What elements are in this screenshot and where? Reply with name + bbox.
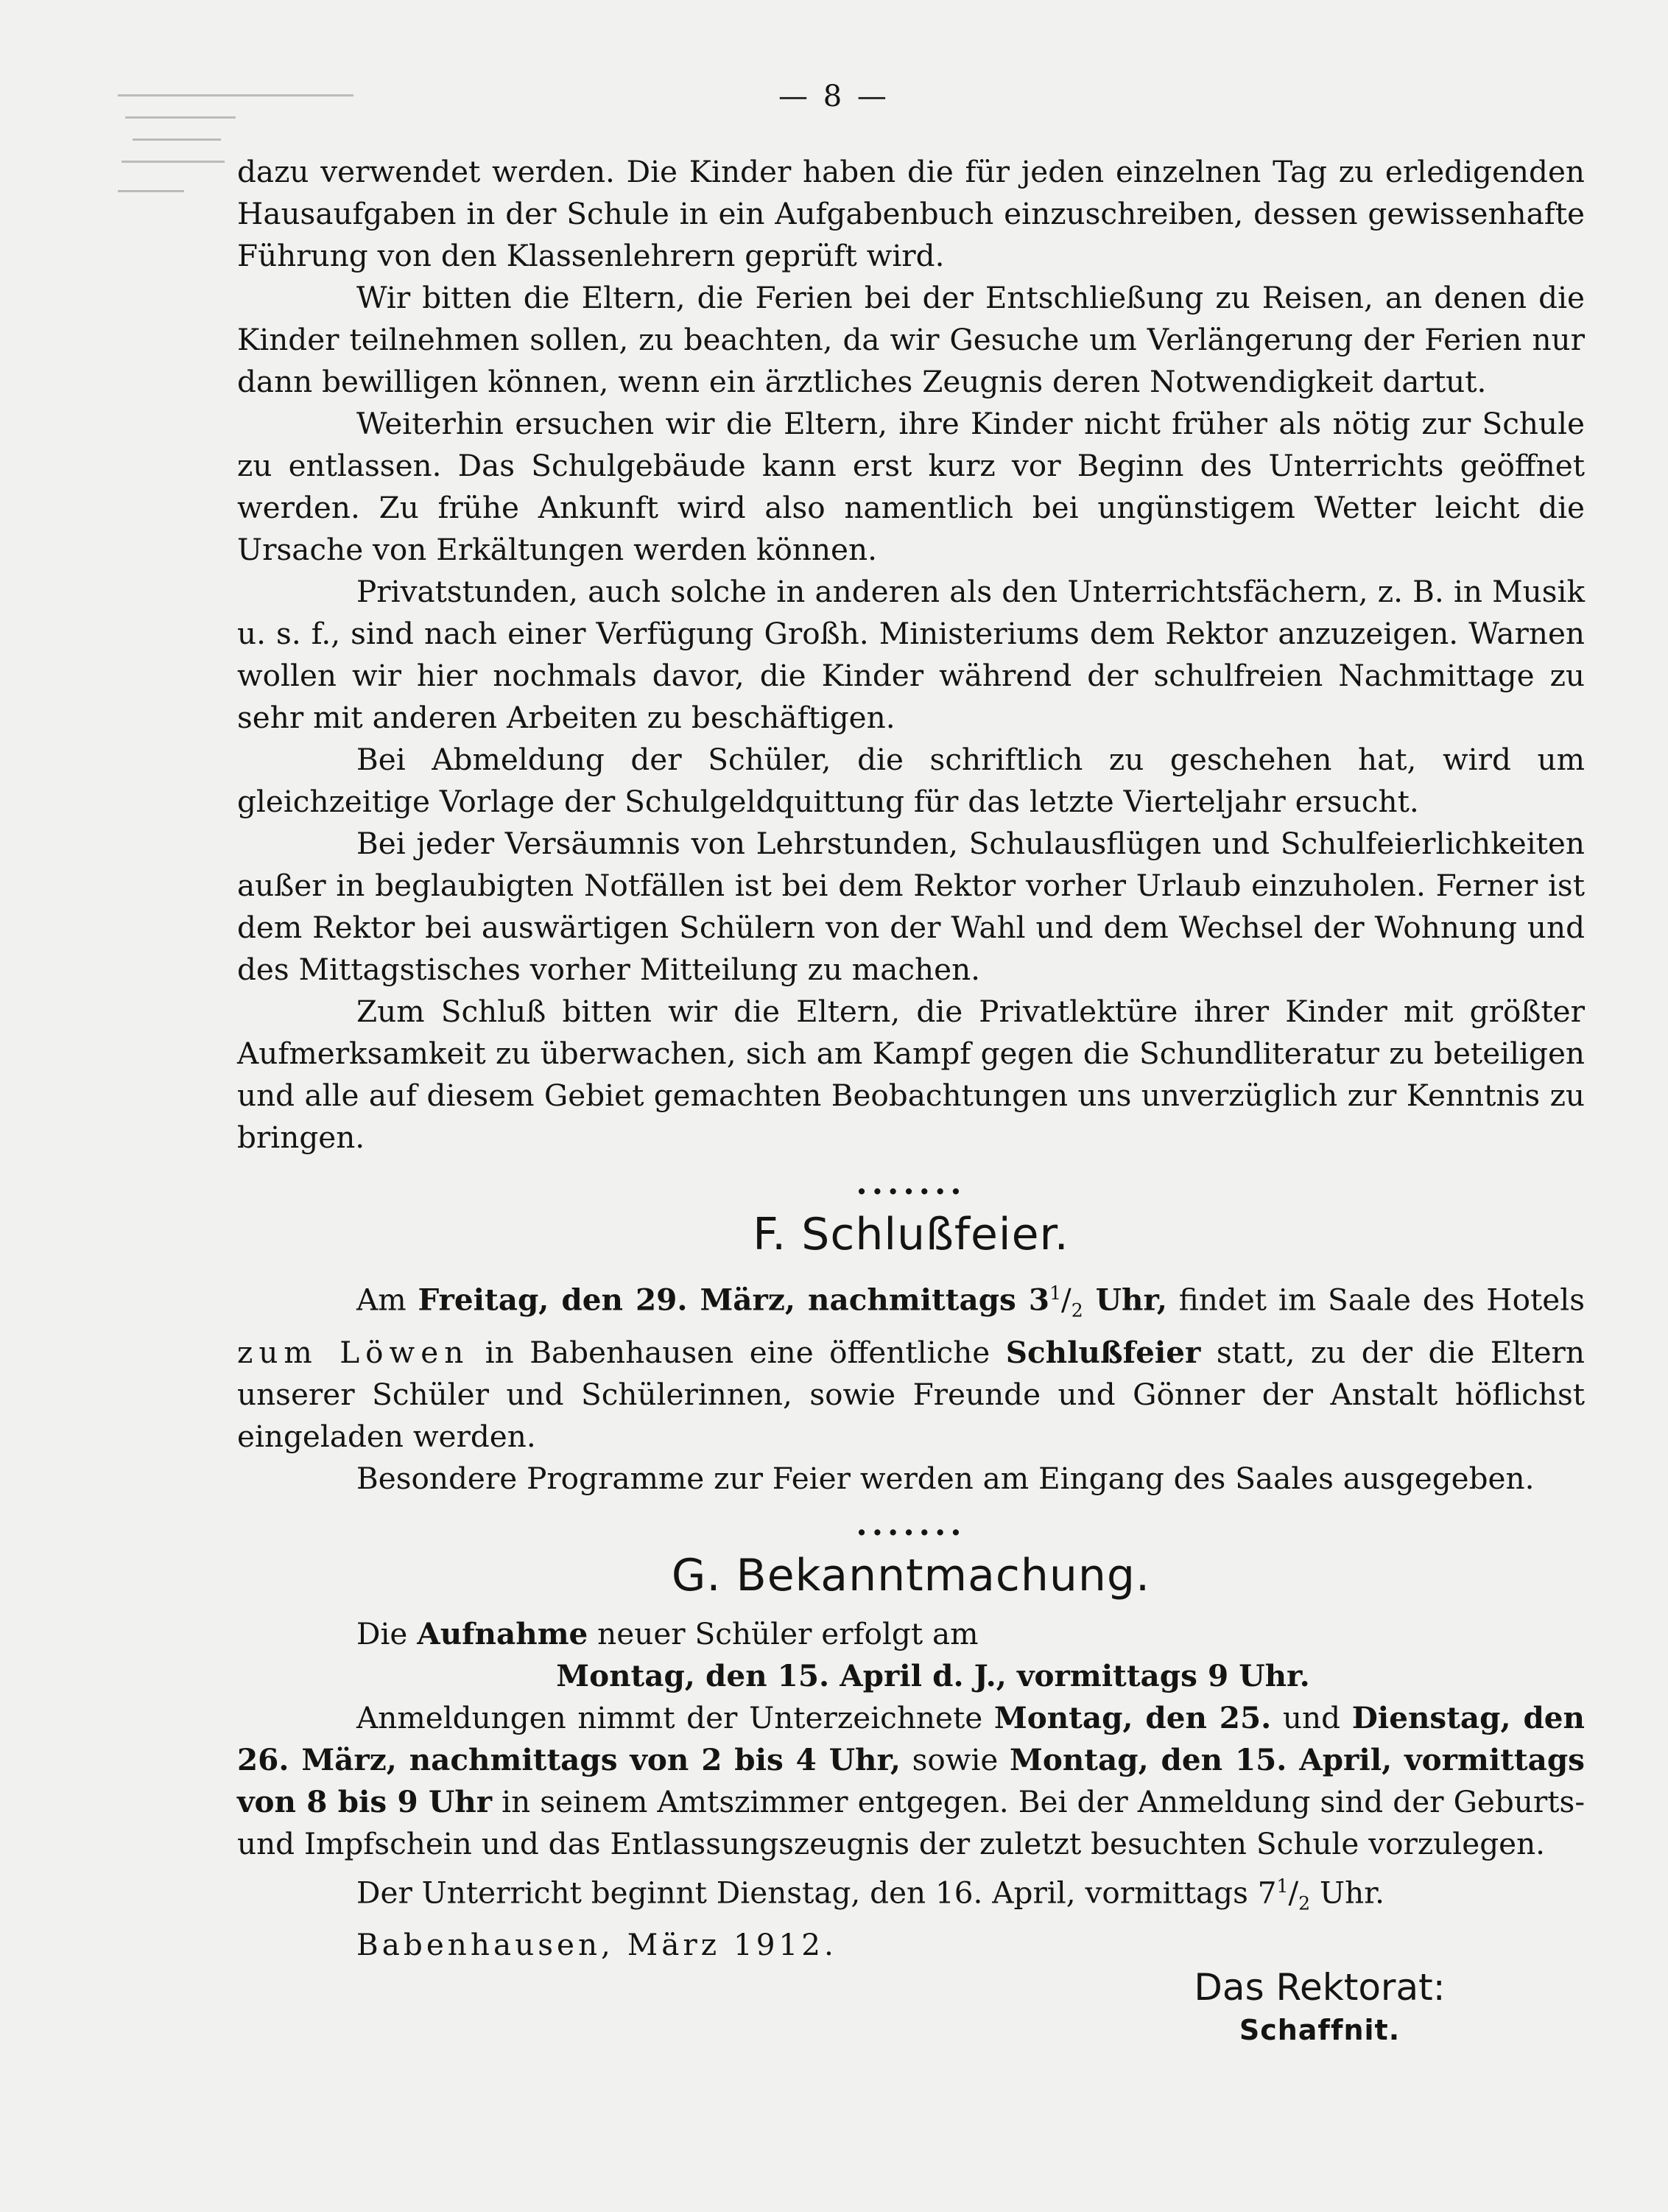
place-date: Babenhausen, März 1912. bbox=[356, 1927, 837, 1963]
aufnahme-date: Montag, den 15. April d. J., vormittags 9 Uhr. bbox=[556, 1657, 1310, 1693]
paragraph-absence: Bei jeder Versäumnis von Lehrstunden, Schulausflügen und Schulfeierlichkeiten außer in beglaubigten Notfällen ist bei dem Rektor vorher Urlaub einzuholen. Ferner ist dem Rektor bei auswärtigen Schülern von der Wahl und dem Wechsel der Wohnung und des Mittagstisches vorher Mitteilung zu machen. bbox=[237, 826, 1585, 987]
signature-name: Schaffnit. bbox=[1239, 2014, 1401, 2047]
paragraph-aufnahme: Die Aufnahme neuer Schüler erfolgt am bbox=[356, 1615, 979, 1651]
paragraph-anmeldungen: Anmeldungen nimmt der Unterzeichnete Montag, den 25. und Dienstag, den 26. März, nachmittags von 2 bis 4 Uhr, sowie Montag, den 15. April, vormittags von 8 bis 9 Uhr in seinem Amtszimmer entgegen. Bei der Anmeldung sind der Geburts- und Impfschein und das Entlassungszeugnis der zuletzt besuchten Schule vorzulegen. bbox=[237, 1699, 1585, 1861]
paragraph-schlussfeier: Am Freitag, den 29. März, nachmittags $3^1/_2$ Uhr, findet im Saale des Hotels zum Löwen in Babenhausen eine öffentliche Schlußfeier statt, zu der die Eltern unserer Schüler und Schülerinnen, sowie Freunde und Gönner der Anstalt höflichst eingeladen werden. bbox=[237, 1282, 1585, 1454]
signature-title: Das Rektorat: bbox=[1194, 1966, 1446, 2009]
paragraph-programs: Besondere Programme zur Feier werden am Eingang des Saales ausgegeben. bbox=[356, 1460, 1535, 1496]
section-separator-2: ....... bbox=[856, 1505, 966, 1543]
main-text bbox=[237, 151, 1585, 2047]
paragraph-homework: dazu verwendet werden. Die Kinder haben die für jeden einzelnen Tag zu erledigenden Hausaufgaben in der Schule in ein Aufgabenbuch einzuschreiben, dessen gewissenhafte Führung von den Klassenlehrern geprüft wird. bbox=[237, 154, 1585, 273]
signature-area bbox=[237, 1924, 1585, 2047]
paragraph-unterricht: Der Unterricht beginnt Dienstag, den 16. April, vormittags $7^1/_2$ Uhr. bbox=[356, 1875, 1385, 1914]
paragraph-private-lessons: Privatstunden, auch solche in anderen als den Unterrichtsfächern, z. B. in Musik u. s. f., sind nach einer Verfügung Großh. Ministeriums dem Rektor anzuzeigen. Warnen wollen wir hier nochmals davor, die Kinder während der schulfreien Nachmittage zu sehr mit anderen Arbeiten zu beschäftigen. bbox=[237, 574, 1585, 735]
paragraph-deregistration: Bei Abmeldung der Schüler, die schriftlich zu geschehen hat, wird um gleichzeitige Vorlage der Schulgeldquittung für das letzte Vierteljahr ersucht. bbox=[237, 742, 1585, 819]
paragraph-reading: Zum Schluß bitten wir die Eltern, die Privatlektüre ihrer Kinder mit größter Aufmerksamkeit zu überwachen, sich am Kampf gegen die Schundliteratur zu beteiligen und alle auf diesem Gebiet gemachten Beobachtungen uns unverzüglich zur Kenntnis zu bringen. bbox=[237, 994, 1585, 1155]
paragraph-holidays: Wir bitten die Eltern, die Ferien bei der Entschließung zu Reisen, an denen die Kinder teilnehmen sollen, zu beachten, da wir Gesuche um Verlängerung der Ferien nur dann bewilligen können, wenn ein ärztliches Zeugnis deren Notwendigkeit dartut. bbox=[237, 280, 1585, 399]
section-separator: ....... bbox=[856, 1165, 966, 1202]
signature-block bbox=[1161, 1965, 1478, 2050]
page-number: — 8 — bbox=[778, 80, 890, 113]
heading-schlussfeier: F. Schlußfeier. bbox=[753, 1209, 1069, 1260]
heading-bekanntmachung: G. Bekanntmachung. bbox=[671, 1549, 1151, 1601]
paragraph-arrival: Weiterhin ersuchen wir die Eltern, ihre Kinder nicht früher als nötig zur Schule zu entlassen. Das Schulgebäude kann erst kurz vor Beginn des Unterrichts geöffnet werden. Zu frühe Ankunft wird also namentlich bei ungünstigem Wetter leicht die Ursache von Erkältungen werden können. bbox=[237, 406, 1585, 567]
